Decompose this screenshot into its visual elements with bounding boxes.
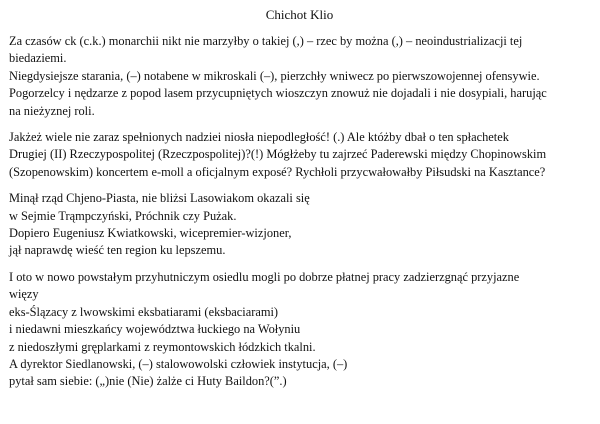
text-line: Jakżeż wiele nie zaraz spełnionych nadziei niosła niepodległość! (.) Ale któżby dbał o ten spłachetek bbox=[9, 130, 509, 145]
text-line: i niedawni mieszkańcy województwa łuckiego na Wołyniu bbox=[9, 322, 301, 337]
text-line: eks-Ślązacy z lwowskimi eksbatiarami (eksbaciarami) bbox=[9, 304, 279, 319]
text-line: Pogorzelcy i nędzarze z popod lasem przycupniętych wioszczyn znowuż nie dojadali i nie dosypiali, harując bbox=[9, 86, 547, 101]
text-line: Niegdysiejsze starania, (–) notabene w mikroskali (–), pierzchły wniwecz po pierwszowojennej ofensywie. bbox=[9, 68, 540, 83]
text-line: A dyrektor Siedlanowski, (–) stalowowolski człowiek instytucja, (–) bbox=[9, 356, 348, 371]
paragraph-3 bbox=[9, 190, 590, 260]
text-line: na nieżyznej roli. bbox=[9, 103, 95, 118]
text-line: więzy bbox=[9, 287, 39, 302]
document-title: Chichot Klio bbox=[265, 7, 334, 22]
paragraph-4 bbox=[9, 269, 590, 391]
text-line: pytał sam siebie: („)nie (Nie) żalże ci Huty Baildon?(”.) bbox=[9, 374, 287, 389]
text-line: z niedoszłymi gręplarkami z reymontowskich łódzkich tkalni. bbox=[9, 339, 316, 354]
text-line: I oto w nowo powstałym przyhutniczym osiedlu mogli po dobrze płatnej pracy zadzierzgnąć przyjazne bbox=[9, 269, 520, 284]
text-line: Drugiej (II) Rzeczypospolitej (Rzeczpospolitej)?(!) Mógłżeby tu zajrzeć Paderewski między Chopinowskim bbox=[9, 147, 547, 162]
paragraph-1 bbox=[9, 33, 590, 120]
paragraph-2 bbox=[9, 129, 590, 181]
text-line: Minął rząd Chjeno-Piasta, nie bliżsi Lasowiakom okazali się bbox=[9, 191, 310, 206]
text-line: Za czasów ck (c.k.) monarchii nikt nie marzyłby o takiej (,) – rzec by można (,) – neoindustrializacji tej bbox=[9, 34, 523, 48]
text-line: w Sejmie Trąmpczyński, Próchnik czy Pużak. bbox=[9, 208, 237, 223]
text-line: biedaziemi. bbox=[9, 51, 67, 66]
text-line: jął naprawdę wieść ten region ku lepszemu. bbox=[9, 243, 226, 258]
text-line: Dopiero Eugeniusz Kwiatkowski, wicepremier-wizjoner, bbox=[9, 226, 292, 241]
text-line: (Szopenowskim) koncertem e-moll a oficjalnym exposé? Rychłoli przycwałowałby Piłsudski na Kasztance? bbox=[9, 164, 546, 179]
